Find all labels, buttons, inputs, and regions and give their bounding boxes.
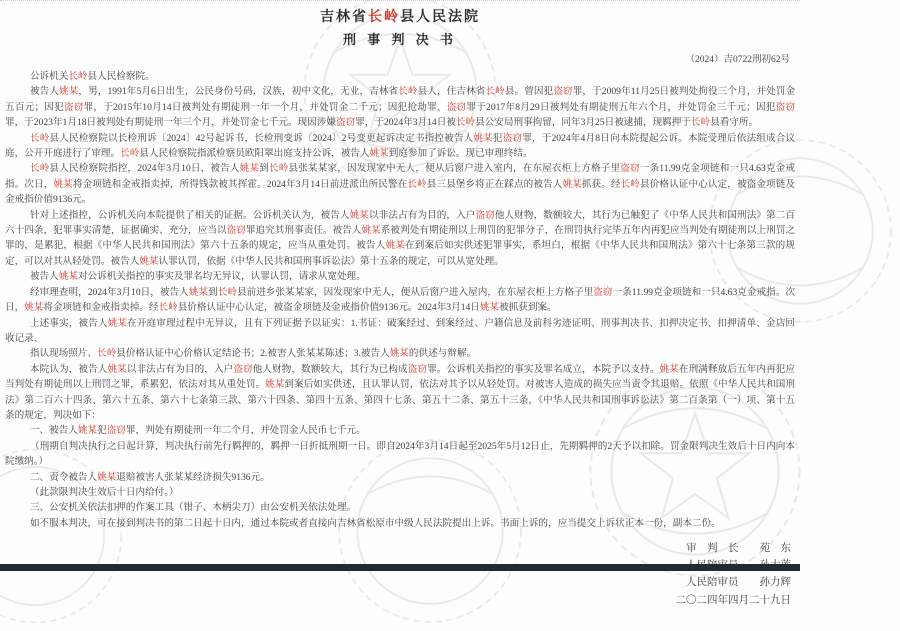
highlighted-term: 姚某 <box>77 425 98 437</box>
paragraph: 三、公安机关依法扣押的作案工具（钳子、木柄尖刀）由公安机关依法处理。 <box>29 502 357 514</box>
highlighted-term: 姚某 <box>239 163 260 175</box>
document-header <box>0 1 800 65</box>
highlighted-term: 姚某 <box>97 471 117 483</box>
highlighted-term: 长岭 <box>29 163 50 175</box>
paragraph: 二、责令被告人姚某退赔被害人张某某经济损失9136元。 <box>29 471 270 483</box>
highlighted-term: 盗窃 <box>407 363 428 375</box>
paragraph: 被告人姚某对公诉机关指控的事实及罪名均无异议，认罪认罚，请求从宽处理。 <box>29 271 366 283</box>
highlighted-term: 姚某 <box>58 271 78 283</box>
paragraph: 长岭县人民检察院以长检刑诉〔2024〕42号起诉书，长检刑变诉〔2024〕2号变更起诉决定书指控被告人姚某犯盗窃罪，于2024年4月8日向本院提起公诉。本院受理后依法组成合议庭，公开开庭进行了审理。长岭县人民检察院指派检察员欧阳翠出庭支持公诉，被告人姚某到庭参加了诉讼。现已审理终结。 <box>5 132 796 160</box>
highlighted-term: 长岭 <box>268 163 289 175</box>
highlighted-term: 盗窃 <box>593 286 613 298</box>
highlighted-term: 长岭 <box>368 10 400 25</box>
highlighted-term: 姚某 <box>53 178 73 190</box>
highlighted-term: 姚某 <box>139 255 159 267</box>
highlighted-term: 姚某 <box>479 302 500 314</box>
highlighted-term: 姚某 <box>361 225 381 237</box>
paragraph: 公诉机关长岭县人民检察院。 <box>29 71 155 82</box>
highlighted-term: 姚某 <box>659 363 679 375</box>
highlighted-term: 姚某 <box>369 148 389 160</box>
bottom-bar <box>0 564 800 571</box>
highlighted-term: 盗窃 <box>502 132 523 144</box>
highlighted-term: 长岭 <box>407 178 427 190</box>
highlighted-term: 姚某 <box>349 209 369 221</box>
paragraph: （此款限判决生效后十日内给付。） <box>29 486 179 498</box>
highlighted-term: 长岭 <box>68 71 88 82</box>
paragraph: 上述事实，被告人姚某在开庭审理过程中无异议，且有下列证据予以证实：1.书证：破案经过、到案经过、户籍信息及前科劣迹证明、刑事判决书、扣押决定书、扣押清单、金店回收记录、 <box>5 317 796 344</box>
highlighted-term: 长岭 <box>485 86 505 98</box>
highlighted-term: 姚某 <box>473 132 493 144</box>
highlighted-term: 盗窃 <box>226 225 246 237</box>
highlighted-term: 盗窃 <box>553 86 573 98</box>
highlighted-term: 长岭 <box>455 117 476 129</box>
highlighted-term: 盗窃 <box>775 101 796 113</box>
highlighted-term: 长岭 <box>620 178 640 190</box>
highlighted-term: 姚某 <box>562 178 582 190</box>
judgment-body <box>0 69 800 531</box>
highlighted-term: 盗窃 <box>335 117 356 129</box>
case-number: （2024）吉0722刑初62号 <box>685 55 790 65</box>
paragraph: 针对上述指控，公诉机关向本院提供了相关的证据。公诉机关认为，被告人姚某以非法占有为目的，入户盗窃他人财物，数额较大，其行为已触犯了《中华人民共和国刑法》第二百六十四条，犯罪事实清楚，证据确实、充分，应当以盗窃罪追究其刑事责任。被告人姚某系被判处有期徒刑以上刑罚的犯罪分子，在刑罚执行完毕五年内再犯应当判处有期徒刑以上刑罚之罪的，是累犯，根据《中华人民共和国刑法》第六十五条的规定，应当从重处罚。被告人姚某在到案后如实供述犯罪事实，系坦白，根据《中华人民共和国刑法》第六十七条第三款的规定，可以对其从轻处罚。被告人姚某认罪认罚，依据《中华人民共和国刑事诉讼法》第十五条的规定，可以从宽处理。 <box>5 209 796 267</box>
highlighted-term: 姚某 <box>107 317 128 329</box>
paragraph: 长岭县人民检察院指控，2024年3月10日，被告人姚某到长岭县张某某家，因发现家中无人，便从后窗户进入室内，在东屋衣柜上方格子里盗窃一条11.99克金项链和一只4.63克金戒指。次日，姚某将金项链和金戒指卖掉，所得钱款被其挥霍。2024年3月14日前进派出所民警在长岭县三县堡乡将正在踩点的被告人姚某抓获。经长岭县价格认证中心认定，被盗金项链及金戒指价值9136元。 <box>5 163 796 206</box>
court-name: 吉林省长岭县人民法院 <box>320 10 480 25</box>
highlighted-term: 长岭 <box>690 117 711 129</box>
highlighted-term: 姚某 <box>389 348 409 360</box>
highlighted-term: 姚某 <box>385 240 405 252</box>
paragraph: （刑期自判决执行之日起计算，判决执行前先行羁押的，羁押一日折抵刑期一日。即自2024年3月14日起至2025年5月12日止，先期羁押的2天予以扣除。罚金限判决生效后十日内向本院缴纳。） <box>5 440 795 468</box>
paragraph: 经审理查明，2024年3月10日，被告人姚某到长岭县前进乡张某某家，因发现家中无人，便从后窗户进入屋内，在东屋衣柜上方格子里盗窃一条11.99克金项链和一只4.63克金戒指。次日，姚某将金项链和金戒指卖掉。经长岭县价格认证中心认定，被盗金项链及金戒指价值9136元。2024年3月14日姚某被抓获到案。 <box>5 286 796 314</box>
highlighted-term: 长岭 <box>97 348 117 360</box>
highlighted-term: 盗窃 <box>446 101 467 113</box>
highlighted-term: 长岭 <box>29 132 50 144</box>
paragraph: 一、被告人姚某犯盗窃罪，判处有期徒刑一年二个月，并处罚金人民币七千元。 <box>29 425 366 437</box>
paragraph: 指认现场照片、长岭县价格认证中心价格认定结论书；2.被害人张某某陈述；3.被告人姚某的供述与辩解。 <box>29 348 477 360</box>
signature-line: 审 判 长 苑 东 <box>686 543 791 555</box>
highlighted-term: 姚某 <box>188 286 209 298</box>
highlighted-term: 长岭 <box>217 286 237 298</box>
judgment-document <box>0 1 800 607</box>
highlighted-term: 长岭 <box>120 148 140 160</box>
highlighted-term: 盗窃 <box>620 163 640 175</box>
highlighted-term: 长岭 <box>158 302 178 314</box>
paragraph: 本院认为，被告人姚某以非法占有为目的，入户盗窃他人财物，数额较大，其行为已构成盗窃罪。公诉机关指控的事实及罪名成立，本院予以支持。姚某在刑满释放后五年内再犯应当判处有期徒刑以上刑罚之罪，系累犯，依法对其从重处罚。姚某到案后如实供述，且认罪认罚，依法对其予以从轻处罚。对被害人造成的损失应当责令其退赔。依照《中华人民共和国刑法》第二百六十四条、第六十五条、第六十七条第三款、第六十四条、第四十五条、第四十七条、第五十二条、第五十三条，《中华人民共和国刑事诉讼法》第二百条第（一）项、第十五条的规定，判决如下： <box>5 363 796 421</box>
document-title: 刑 事 判 决 书 <box>342 32 457 47</box>
signature-line: 人民陪审员 孙力辉 <box>686 577 791 589</box>
highlighted-term: 盗窃 <box>106 425 126 437</box>
highlighted-term: 盗窃 <box>475 209 495 221</box>
paragraph: 被告人姚某，男，1991年5月6日出生，公民身份号码，汉族，初中文化，无业，吉林省长岭县人，住吉林省长岭县。曾因犯盗窃罪，于2009年11月25日被判处拘役三个月，并处罚金五百元；因犯盗窃罪，于2015年10月14日被判处有期徒刑一年一个月，并处罚金二千元；因犯抢劫罪、盗窃罪于2017年8月29日被判处有期徒刑五年六个月，并处罚金三千元；因犯盗窃罪，于2023年1月18日被判处有期徒刑一年三个月，并处罚金七千元。现因涉嫌盗窃罪，于2024年3月14日被长岭县公安局刑事拘留，同年3月25日被逮捕，现羁押于长岭县看守所。 <box>5 86 796 129</box>
highlighted-term: 长岭 <box>398 86 418 98</box>
paragraph: 如不服本判决，可在接到判决书的第二日起十日内，通过本院或者直接向吉林省松原市中级人民法院提出上诉。书面上诉的，应当提交上诉状正本一份，副本二份。 <box>29 517 721 529</box>
highlighted-term: 姚某 <box>265 379 285 391</box>
highlighted-term: 姚某 <box>24 302 44 314</box>
signature-block <box>0 540 800 609</box>
judgment-date: 二〇二四年四月二十九日 <box>675 595 791 607</box>
highlighted-term: 盗窃 <box>233 363 253 375</box>
highlighted-term: 姚某 <box>59 86 79 98</box>
highlighted-term: 姚某 <box>107 363 127 375</box>
highlighted-term: 盗窃 <box>63 101 84 113</box>
